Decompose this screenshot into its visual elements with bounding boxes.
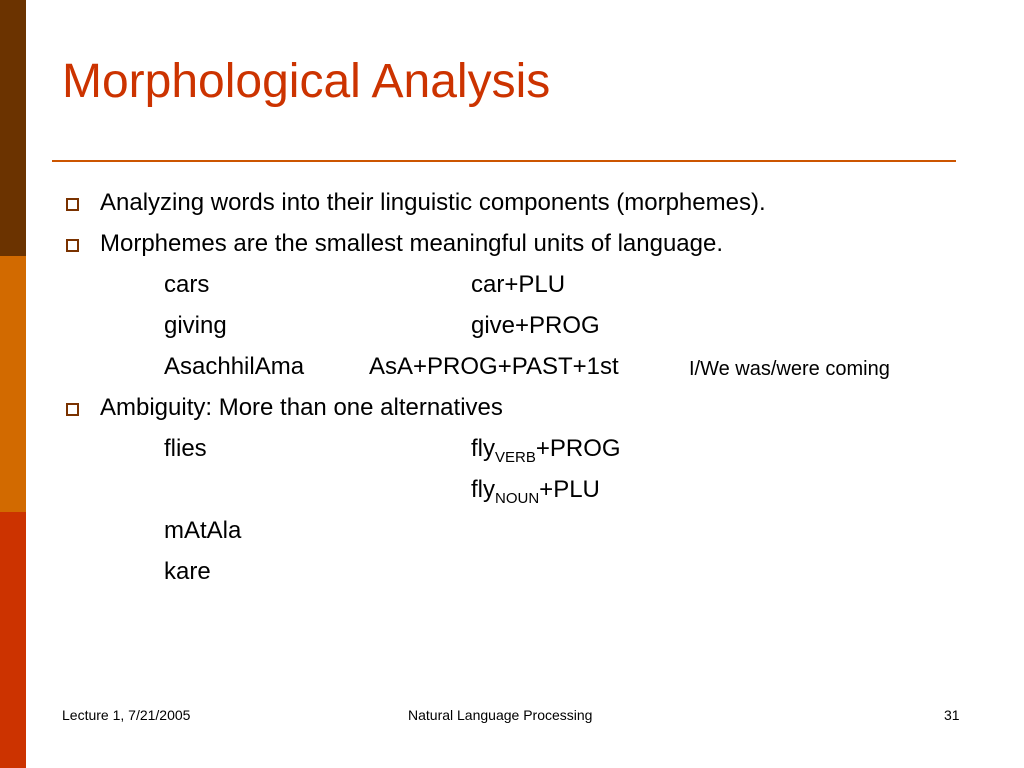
example-word: cars [164, 271, 210, 298]
analysis-pos-tag: VERB [495, 449, 536, 466]
ambiguity-row [0, 516, 1024, 546]
bullet-text: Morphemes are the smallest meaningful units of language. [100, 230, 724, 257]
slide-title: Morphological Analysis [62, 55, 551, 108]
bullet-text: Analyzing words into their linguistic components (morphemes). [100, 189, 766, 216]
ambiguity-row [0, 475, 1024, 505]
square-bullet-icon [66, 403, 79, 416]
footer-lecture-date: Lecture 1, 7/21/2005 [62, 707, 191, 723]
example-word: AsachhilAma [164, 353, 305, 380]
analysis-stem: fly [471, 435, 495, 462]
bullet-text: Ambiguity: More than one alternatives [100, 394, 503, 421]
example-gloss: I/We was/were coming [689, 358, 890, 380]
ambiguity-word: kare [164, 558, 211, 585]
ambiguity-word: mAtAla [164, 517, 242, 544]
footer-course-title: Natural Language Processing [408, 707, 593, 723]
example-analysis: car+PLU [471, 271, 566, 298]
example-analysis: AsA+PROG+PAST+1st [369, 353, 619, 380]
analysis-pos-tag: NOUN [495, 490, 540, 507]
title-underline-rule [52, 160, 956, 162]
example-analysis: give+PROG [471, 312, 600, 339]
footer-page-number: 31 [944, 707, 960, 723]
ambiguity-analysis [471, 434, 621, 464]
ambiguity-analysis [471, 475, 600, 505]
example-row [0, 270, 1024, 300]
ambiguity-row [0, 434, 1024, 464]
example-row [0, 311, 1024, 341]
left-accent-bar-top [0, 0, 26, 256]
analysis-suffix: +PLU [539, 476, 600, 503]
square-bullet-icon [66, 239, 79, 252]
square-bullet-icon [66, 198, 79, 211]
analysis-suffix: +PROG [535, 435, 621, 462]
ambiguity-word: flies [164, 435, 207, 462]
left-accent-bar-bottom [0, 512, 26, 768]
example-row [0, 352, 1024, 382]
analysis-stem: fly [471, 476, 495, 503]
ambiguity-row [0, 557, 1024, 587]
example-word: giving [164, 312, 227, 339]
